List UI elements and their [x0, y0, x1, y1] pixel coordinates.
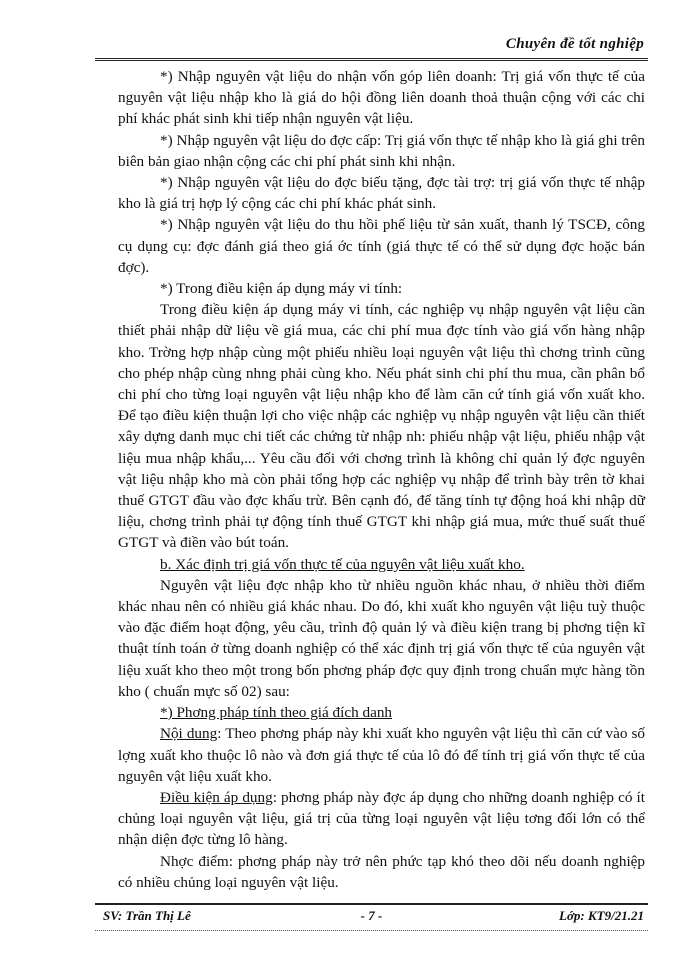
paragraph: Nhợc điểm: phơng pháp này trở nên phức tạp khó theo dõi nếu doanh nghiệp có nhiều chủng loại nguyên vật liệu. — [118, 852, 645, 891]
paragraph: Nguyên vật liệu đợc nhập kho từ nhiều nguồn khác nhau, ở nhiều thời điểm khác nhau nên có nhiều giá khác nhau. Do đó, khi xuất kho nguyên vật liệu tuỳ thuộc vào đặc điểm hoạt động, yêu cầu, trình độ quản lý và điều kiện trang bị phơng tiện kĩ thuật tính toán ở từng doanh nghiệp có thể xác định trị giá vốn thực tế của nguyên vật liệu xuất kho theo một trong bốn phơng pháp đợc quy định trong chuẩn mực hàng tồn kho ( chuẩn mực số 02) sau: — [118, 576, 645, 700]
footer-divider — [95, 930, 648, 931]
section-heading — [118, 554, 645, 575]
paragraph — [118, 723, 645, 787]
paragraph: Trong điều kiện áp dụng máy vi tính, các nghiệp vụ nhập nguyên vật liệu cần thiết phải nhập dữ liệu về giá mua, các chi phí mua đợc tính vào giá vốn hàng nhập kho. Trờng hợp nhập cùng một phiếu nhiều loại nguyên vật liệu thì chơng trình cũng cho phép nhập cùng nhng phải cùng kho. Nếu phát sinh chi phí thu mua, cần phân bổ chi phí cho từng loại nguyên vật liệu nhập kho để làm căn cứ tính giá vốn xuất kho. Để tạo điều kiện thuận lợi cho việc nhập các nghiệp vụ nhập nguyên vật liệu cần thiết xây dựng danh mục chi tiết các chứng từ nhập nh: phiếu nhập vật liệu, phiếu nhập vật liệu mua nhập khẩu,... Yêu cầu đối với chơng trình là không chỉ quản lý đợc nguyên vật liệu nhập kho mà còn phải tổng hợp các nghiệp vụ nhập để trình bày trên tờ khai thuế GTGT đầu vào đợc khấu trừ. Bên cạnh đó, để tăng tính tự động hoá khi nhập dữ liệu, chơng trình phải tự động tính thuế GTGT khi nhập giá mua, mức thuế suất thuế GTGT và điền vào bút toán. — [118, 301, 645, 552]
term-label: Điều kiện áp dụng — [160, 788, 273, 806]
footer-author: SV: Trần Thị Lê — [103, 908, 191, 923]
term-text: : phơng pháp này đợc áp dụng cho những doanh nghiệp có ít chủng loại nguyên vật liệu, giá trị của từng loại nguyên vật liệu tơng đối lớn có thể nhận diện đợc từng lô hàng. — [118, 788, 645, 849]
page-footer — [95, 903, 648, 925]
subheading — [118, 702, 645, 723]
document-body — [118, 66, 645, 893]
page-header — [95, 36, 648, 61]
section-heading-text: b. Xác định trị giá vốn thực tế của nguyên vật liệu xuất kho. — [160, 555, 525, 573]
paragraph: *) Nhập nguyên vật liệu do đợc biếu tặng, đợc tài trợ: trị giá vốn thực tế nhập kho là giá trị hợp lý cộng các chi phí khác phát sinh. — [118, 174, 645, 213]
footer-class: Lớp: KT9/21.21 — [559, 908, 644, 923]
header-title: Chuyên đề tốt nghiệp — [505, 36, 644, 52]
footer-page-number: - 7 - — [360, 908, 383, 923]
subheading-text: *) Phơng pháp tính theo giá đích danh — [160, 704, 393, 722]
paragraph: *) Trong điều kiện áp dụng máy vi tính: — [160, 280, 403, 298]
term-text: : Theo phơng pháp này khi xuất kho nguyên vật liệu thì căn cứ vào số lợng xuất kho thuộc lô nào và đơn giá thực tế của lô đó để tính trị giá vốn thực tế của nguyên vật liệu xuất kho. — [118, 725, 645, 785]
paragraph: *) Nhập nguyên vật liệu do thu hồi phế liệu từ sản xuất, thanh lý TSCĐ, công cụ dụng cụ: đợc đánh giá theo giá ớc tính (giá thực tế có thể sử dụng đợc hoặc bán đợc). — [118, 216, 645, 276]
term-label: Nội dung — [160, 725, 218, 743]
paragraph: *) Nhập nguyên vật liệu do đợc cấp: Trị giá vốn thực tế nhập kho là giá ghi trên biên bản giao nhận cộng các chi phí phát sinh khi nhận. — [118, 131, 645, 170]
paragraph — [118, 787, 645, 851]
paragraph: *) Nhập nguyên vật liệu do nhận vốn góp liên doanh: Trị giá vốn thực tế của nguyên vật liệu nhập kho là giá do hội đồng liên doanh thoả thuận cộng với các chi phí khác phát sinh khi tiếp nhận nguyên vật liệu. — [118, 68, 645, 128]
